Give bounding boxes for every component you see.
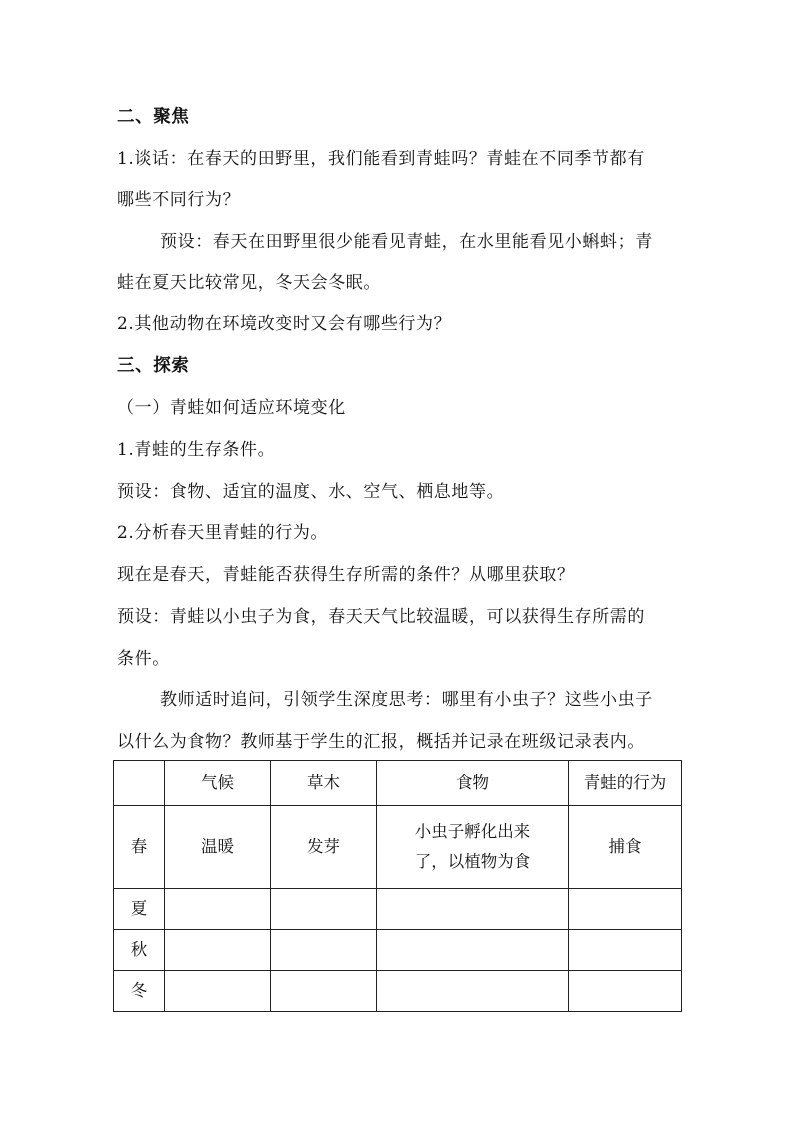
food-cell	[377, 806, 569, 889]
preset-1-line-2: 蛙在夏天比较常见，冬天会冬眠。	[117, 273, 381, 293]
spring-question: 现在是春天，青蛙能否获得生存所需的条件？从哪里获取？	[117, 565, 575, 585]
class-record-table	[113, 760, 682, 1012]
preset-2: 预设：食物、适宜的温度、水、空气、栖息地等。	[117, 482, 505, 502]
behavior-cell	[569, 971, 682, 1012]
plants-cell: 发芽	[271, 806, 377, 889]
plants-cell	[271, 930, 377, 971]
table-header-cell: 草木	[271, 761, 377, 806]
table-header-cell: 气候	[165, 761, 271, 806]
preset-3-line-2: 条件。	[117, 649, 170, 669]
plants-cell	[271, 971, 377, 1012]
season-cell: 秋	[114, 930, 165, 971]
table-row	[114, 930, 682, 971]
food-cell	[377, 971, 569, 1012]
item-1: 1.青蛙的生存条件。	[117, 440, 276, 460]
table-header-cell: 青蛙的行为	[569, 761, 682, 806]
preset-3-line-1: 预设：青蛙以小虫子为食，春天天气比较温暖，可以获得生存所需的	[117, 607, 645, 627]
plants-cell	[271, 889, 377, 930]
item-2: 2.分析春天里青蛙的行为。	[117, 523, 329, 543]
table-header-row	[114, 761, 682, 806]
teacher-note-line-1: 教师适时追问，引领学生深度思考：哪里有小虫子？这些小虫子	[160, 690, 653, 710]
question-1-line-2: 哪些不同行为？	[117, 190, 241, 210]
food-text-line: 了，以植物为食	[414, 852, 531, 871]
table-header-cell	[114, 761, 165, 806]
question-2: 2.其他动物在环境改变时又会有哪些行为？	[117, 314, 452, 334]
teacher-note-line-2: 以什么为食物？教师基于学生的汇报，概括并记录在班级记录表内。	[117, 732, 645, 752]
behavior-cell: 捕食	[569, 806, 682, 889]
food-cell	[377, 889, 569, 930]
food-cell	[377, 930, 569, 971]
food-text-line: 小虫子孵化出来	[414, 822, 531, 841]
subsection-title: （一）青蛙如何适应环境变化	[117, 398, 346, 418]
question-1-line-1: 1.谈话：在春天的田野里，我们能看到青蛙吗？青蛙在不同季节都有	[117, 149, 645, 169]
climate-cell	[165, 930, 271, 971]
season-cell: 春	[114, 806, 165, 889]
behavior-cell	[569, 930, 682, 971]
preset-1-line-1: 预设：春天在田野里很少能看见青蛙，在水里能看见小蝌蚪；青	[160, 232, 653, 252]
climate-cell: 温暖	[165, 806, 271, 889]
season-cell: 冬	[114, 971, 165, 1012]
section-heading-explore: 三、探索	[117, 356, 190, 376]
table-row	[114, 971, 682, 1012]
behavior-cell	[569, 889, 682, 930]
season-cell: 夏	[114, 889, 165, 930]
table-row	[114, 806, 682, 889]
table-header-cell: 食物	[377, 761, 569, 806]
table-row	[114, 889, 682, 930]
climate-cell	[165, 971, 271, 1012]
section-heading-focus: 二、聚焦	[117, 107, 190, 127]
climate-cell	[165, 889, 271, 930]
